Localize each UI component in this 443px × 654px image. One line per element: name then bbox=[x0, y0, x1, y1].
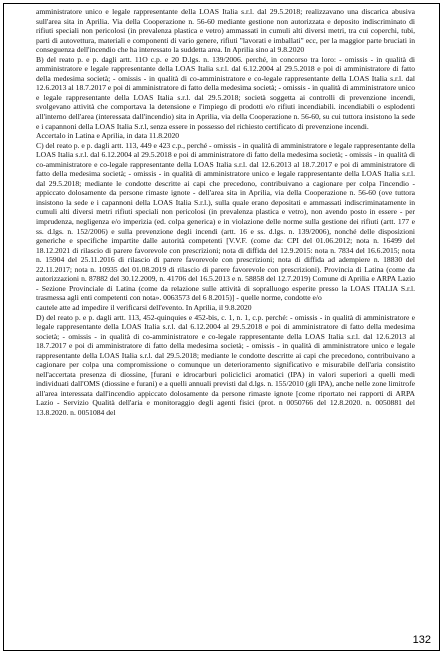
document-page bbox=[3, 3, 440, 651]
paragraph-c-end: cautele atte ad impedire il verificarsi dell'evento. In Aprilia, il 9.8.2020 bbox=[36, 302, 252, 312]
paragraph-a-continued: amministratore unico e legale rappresentante della LOAS Italia s.r.l. dal 29.5.2018; realizzavano una discarica abusiva sull'area sita in Aprilia. Via della Cooperazione n. 56-60 mediante gestione non autorizzata e deposito indiscriminato di rifiuti speciali non pericolosi (in prevalenza plastica e vetro) ammassati in cumuli alti diversi metri, tra cui coperchi, tubi, parti di autovettura, materiali e componenti di vario genere, rifiuti "lavorati e imballati" ecc, per la maggior parte bruciati in conseguenza dell'incendio che ha interessato la suddetta area. In Aprilia sino al 9.8.2020 bbox=[36, 7, 415, 55]
paragraph-b: B) del reato p. e p. dagli artt. 11O c.p. e 20 D.lgs. n. 139/2006. perché, in concorso tra loro: - omissis - in qualità di amministratore e legale rappresentante della LOAS Italia s.r.l. dal 6.12.2004 al 29.5.2018 e poi di amministratore di fatto della medesima società; - omissis - in qualità di co-amministratore e co-legale rappresentante della LOAS Italia s.r.l. dal 12.6.2013 al 18.7.2017 e poi di amministratore di fatto della medesima società; - omissis - in qualità di amministratore unico e legale rappresentante della LOAS Italia s.r.l. dal 29.5.2018; società soggetta ai controlli di prevenzione incendi, svolgevano attività che comportava la detensione e l'impiego di prodotti e/o rifiuti incendiabili. incendiabili o esplodenti all'interno dell'area (interessata dall'incendio) sita in Aprilia, via della Cooperazione n. 56-60, su cui tuttora insistono la sede e i capannoni della LOAS Italia S.r.l, senza essere in possesso del richiesto certificato di prevenzione incendi. bbox=[36, 54, 415, 131]
paragraph-b-date: Accertalo in Latina e Aprilia, in data 11.8.2020 bbox=[36, 131, 180, 141]
page-number: 132 bbox=[412, 634, 431, 646]
paragraph-c: C) del reato p. e p. dagli artt. 113, 449 e 423 c.p., perché - omissis - in qualità di amministratore e legale rappresentante della LOAS Italia s.r.l. dal 6.12.2004 al 29.5.2018 e poi di amministratore di fatto della medesima società; - omissis - in qualità di co-amministratore e co-legale rappresentante della LOAS Italia s.r.l. dal 12.6.2013 al 18.7.2017 e poi di amministratore di fatto della medesima società; - omissis - in qualità di amministratore unico e legale rappresentante della LOAS Italia s.r.l. dal 29.5.2018; mediante le condotte descritte ai capi che precedono, contribuivano a cagionare per colpa l'incendio - appiccato dolosamente da persone rimaste ignote - dell'area sita in Aprilia, via della Cooperazione n. 56-60 (ove tuttora insistono la sede e i capannoni della LOAS Italia S.r.l.), sulla quale erano depositati e ammassati indiscriminatamente in cumuli alti diversi metri rifiuti speciali non pericolosi (in prevalenza plastica e vetro), non avendo posto in essere - per imprudenza, negligenza e/o imperizia (ed. colpa generica) e in violazione delle norme sulla gestione dei rifiuti (artt. 177 e ss. d.lgs. n. 152/2006) e sulla prevenzione degli incendi (artt. 16 e ss. d.lgs. n. 139/2006), nonché delle disposizioni generiche e specifiche impartite dalle autorità competenti [V.V.F. (come da: CPI del 01.06.2012; nota n. 16499 del 18.12.2021 di rilascio di parere favorevole con prescrizioni; nota di diffida del 12.9.2015: nota n. 7834 del 16.6.2015; nota n. 15904 del 25.11.2016 di rilascio di parere favorevole con prescrizioni; nota di diffida ad adempiere n. 18830 del 22.11.2017; nota n. 10935 del 01.08.2019 di rilascio di parere favorevole con prescrizioni). Provincia di Latina (come da autorizzazioni n. 87882 del 30.12.2009, n. 41706 del 16.5.2013 e n. 58858 del 12.7.2019) Comune di Aprilia e ARPA Lazio - Sezione Provinciale di Latina (come da relazione sulle attività di sopralluogo esperite presso la LOAS ITALIA S.r.l. trasmessa agli enti competenti con nota». 0063573 del 6 8.2015)] - quelle norme, condotte e/o bbox=[36, 140, 415, 303]
paragraph-d: D) del reato p. e p. dagli artt. 113, 452-quinquies e 452-bis, c. 1, n. 1, c.p. perché: - omissis - in qualità di amministratore e legale rappresentante della LOAS Italia s.r.l. dal 6.12.2004 al 29.5.2018 e poi di amministratore di fatto della medesima società; - omissis - in qualità di co-amministratore e co-legale rappresentante della LOAS Italia s.r.l. dal 12.6.2013 al 18.7.2017 e poi di amministratore di fatto della medesima società; - omissis - in qualità di amministratore unico e legale rappresentante della LOAS Italia s.r.l. dal 29.5.2018; mediante le condotte descritte ai capi che precedono, contribuivano a cagionare per colpa una compromissione o comunque un deterioramento significativo e misurabile dell'aria consistito nell'accertata presenza di diossine, [furani e idrocarburi policiclici aromatici (IPA) in valori superiori a quelli medi individuati dall'OMS (diossine e furani) e a quelli annuali previsti dal d.lgs. n. 155/2010 (gli IPA), anche nelle zone limitrofe all'area interessata dall'incendio appiccato dolosamente da persone rimaste ignote [come riportato nei rapporti di ARPA Lazio - Servizio Qualità dell'aria e monitoraggio degli agenti fisici (prot. n 0050766 del 12.8.2020. n. 0050881 del 13.8.2020. n. 0051084 del bbox=[36, 312, 415, 417]
document-body bbox=[36, 7, 415, 418]
